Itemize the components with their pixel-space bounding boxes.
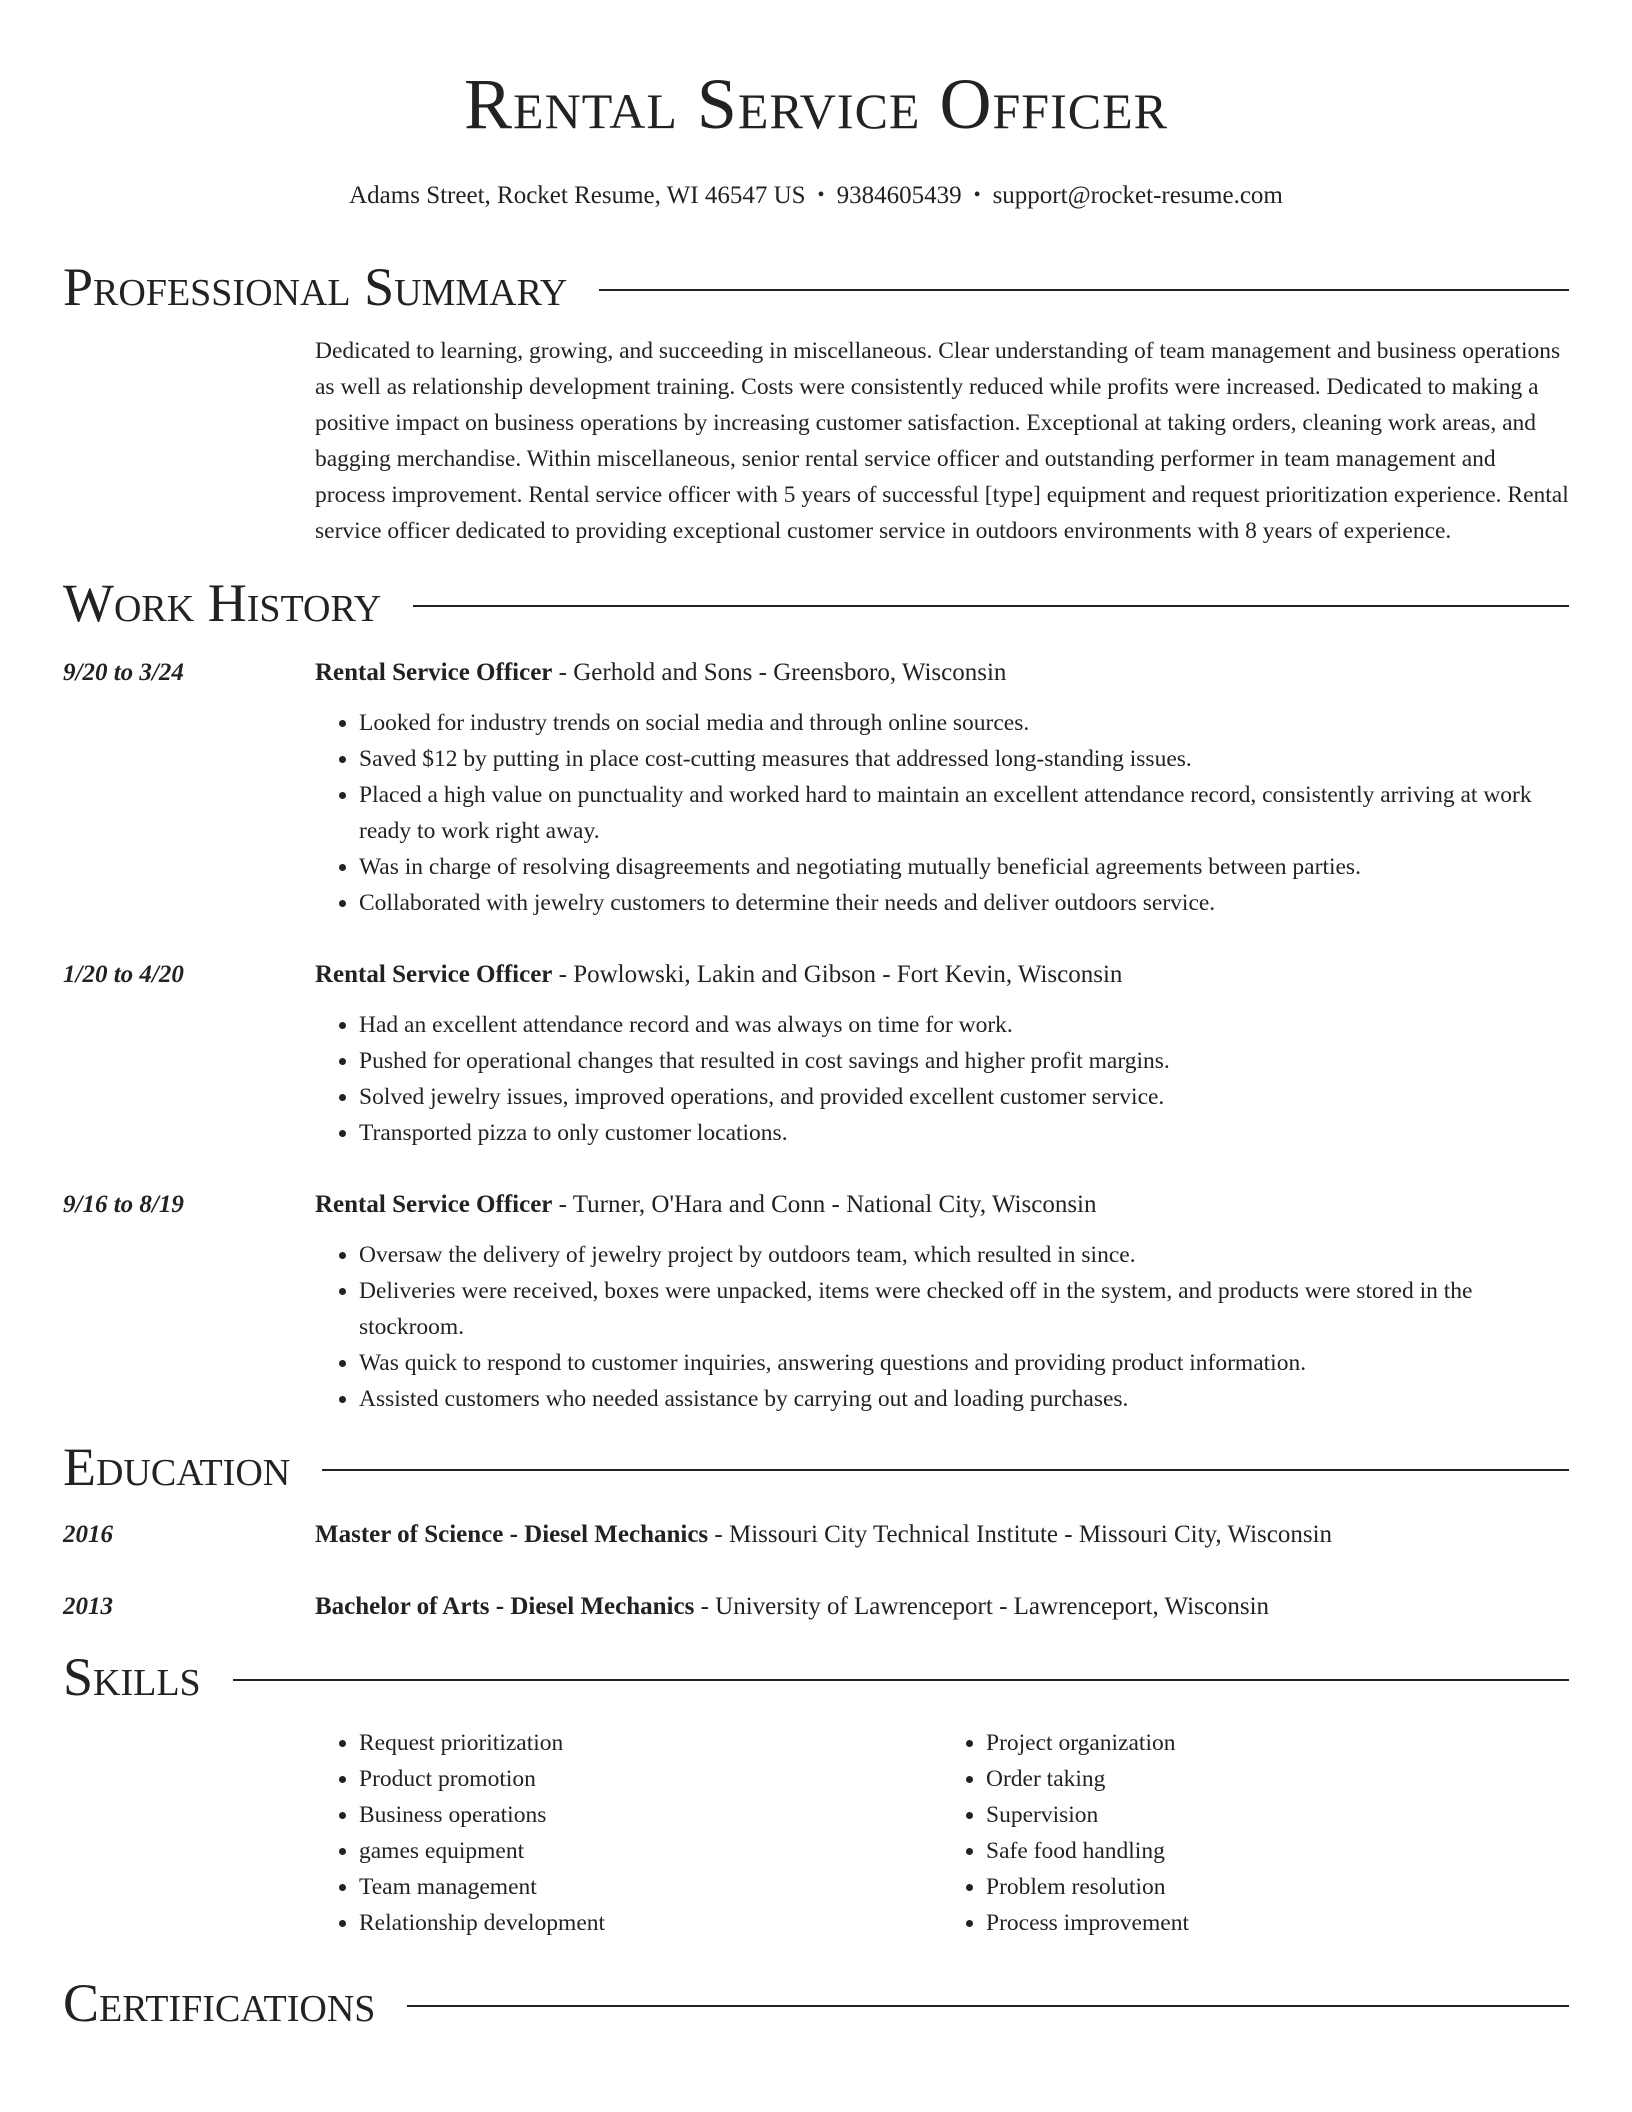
section-divider: [322, 1469, 1569, 1471]
job-title: Rental Service Officer: [315, 1191, 553, 1218]
skills-list-right: [942, 1725, 1569, 1941]
summary-row: [63, 333, 1569, 549]
job-entry: [63, 1187, 1569, 1417]
skills-section-header: [63, 1645, 1569, 1709]
education-school: - University of Lawrenceport - Lawrenceport, Wisconsin: [694, 1593, 1270, 1620]
skill-item: • Relationship development: [359, 1905, 942, 1941]
skill-item: • Product promotion: [359, 1761, 942, 1797]
education-entry: [63, 1517, 1569, 1553]
skill-item: • Business operations: [359, 1797, 942, 1833]
job-bullet: • Deliveries were received, boxes were unpacked, items were checked off in the system, and products were stored in the stockroom.: [359, 1273, 1569, 1345]
skill-item: • Supervision: [986, 1797, 1569, 1833]
work-section-header: [63, 571, 1569, 635]
section-divider: [413, 605, 1569, 607]
section-divider: [407, 2005, 1569, 2007]
job-heading: [315, 957, 1569, 993]
contact-email[interactable]: support@rocket-resume.com: [992, 182, 1283, 209]
job-company: - Gerhold and Sons - Greensboro, Wisconsin: [552, 659, 1007, 686]
skill-item: • games equipment: [359, 1833, 942, 1869]
skill-item: • Safe food handling: [986, 1833, 1569, 1869]
job-bullet: • Solved jewelry issues, improved operations, and provided excellent customer service.: [359, 1079, 1569, 1115]
job-dates: 1/20 to 4/20: [63, 961, 184, 988]
job-bullet: • Had an excellent attendance record and was always on time for work.: [359, 1007, 1569, 1043]
job-title: Rental Service Officer: [315, 961, 553, 988]
skill-item: • Request prioritization: [359, 1725, 942, 1761]
certifications-section-header: [63, 1971, 1569, 2035]
skills-row: [63, 1725, 1569, 1941]
summary-section-title: Professional Summary: [63, 257, 568, 317]
job-dates: 9/16 to 8/19: [63, 1191, 184, 1218]
education-entry: [63, 1589, 1569, 1625]
job-bullet: • Placed a high value on punctuality and worked hard to maintain an excellent attendance record, consistently arriving at work ready to work right away.: [359, 777, 1569, 849]
education-degree: Bachelor of Arts - Diesel Mechanics: [315, 1593, 695, 1620]
job-bullet: • Looked for industry trends on social media and through online sources.: [359, 705, 1569, 741]
job-entry: [63, 655, 1569, 921]
contact-separator: •: [817, 184, 825, 206]
job-bullet: • Assisted customers who needed assistance by carrying out and loading purchases.: [359, 1381, 1569, 1417]
education-school: - Missouri City Technical Institute - Missouri City, Wisconsin: [708, 1521, 1333, 1548]
job-bullet: • Saved $12 by putting in place cost-cutting measures that addressed long-standing issues.: [359, 741, 1569, 777]
education-year: 2013: [63, 1593, 113, 1620]
skills-section-title: Skills: [63, 1647, 201, 1707]
education-section-header: [63, 1435, 1569, 1499]
contact-phone: 9384605439: [836, 182, 962, 209]
job-bullet: • Oversaw the delivery of jewelry project by outdoors team, which resulted in since.: [359, 1237, 1569, 1273]
education-section-title: Education: [63, 1437, 291, 1497]
contact-line: [63, 178, 1569, 213]
job-bullets: [315, 1007, 1569, 1151]
skills-list-left: [315, 1725, 942, 1941]
job-bullet: • Transported pizza to only customer locations.: [359, 1115, 1569, 1151]
contact-address: Adams Street, Rocket Resume, WI 46547 US: [349, 182, 806, 209]
skill-item: • Project organization: [986, 1725, 1569, 1761]
job-bullet: • Pushed for operational changes that resulted in cost savings and higher profit margins.: [359, 1043, 1569, 1079]
resume-name: Rental Service Officer: [464, 64, 1168, 144]
education-year: 2016: [63, 1521, 113, 1548]
job-entry: [63, 957, 1569, 1151]
job-company: - Powlowski, Lakin and Gibson - Fort Kevin, Wisconsin: [552, 961, 1123, 988]
skill-item: • Team management: [359, 1869, 942, 1905]
section-divider: [233, 1679, 1569, 1681]
job-title: Rental Service Officer: [315, 659, 553, 686]
job-bullets: [315, 705, 1569, 921]
job-bullets: [315, 1237, 1569, 1417]
job-bullet: • Was in charge of resolving disagreements and negotiating mutually beneficial agreements between parties.: [359, 849, 1569, 885]
section-divider: [599, 289, 1569, 291]
summary-text: Dedicated to learning, growing, and succeeding in miscellaneous. Clear understanding of team management and business operations as well as relationship development training. Costs were consistently reduced while profits were increased. Dedicated to making a positive impact on business operations by increasing customer satisfaction. Exceptional at taking orders, cleaning work areas, and bagging merchandise. Within miscellaneous, senior rental service officer and outstanding performer in team management and process improvement. Rental service officer with 5 years of successful [type] equipment and request prioritization experience. Rental service officer dedicated to providing exceptional customer service in outdoors environments with 8 years of experience.: [315, 338, 1569, 544]
job-bullet: • Was quick to respond to customer inquiries, answering questions and providing product information.: [359, 1345, 1569, 1381]
summary-section-header: [63, 255, 1569, 319]
skill-item: • Order taking: [986, 1761, 1569, 1797]
skill-item: • Process improvement: [986, 1905, 1569, 1941]
job-dates: 9/20 to 3/24: [63, 659, 184, 686]
job-heading: [315, 1187, 1569, 1223]
skill-item: • Problem resolution: [986, 1869, 1569, 1905]
contact-separator: •: [973, 184, 981, 206]
job-heading: [315, 655, 1569, 691]
education-degree: Master of Science - Diesel Mechanics: [315, 1521, 709, 1548]
job-bullet: • Collaborated with jewelry customers to determine their needs and deliver outdoors service.: [359, 885, 1569, 921]
job-company: - Turner, O'Hara and Conn - National City, Wisconsin: [552, 1191, 1097, 1218]
certifications-section-title: Certifications: [63, 1973, 376, 2033]
work-section-title: Work History: [63, 573, 382, 633]
